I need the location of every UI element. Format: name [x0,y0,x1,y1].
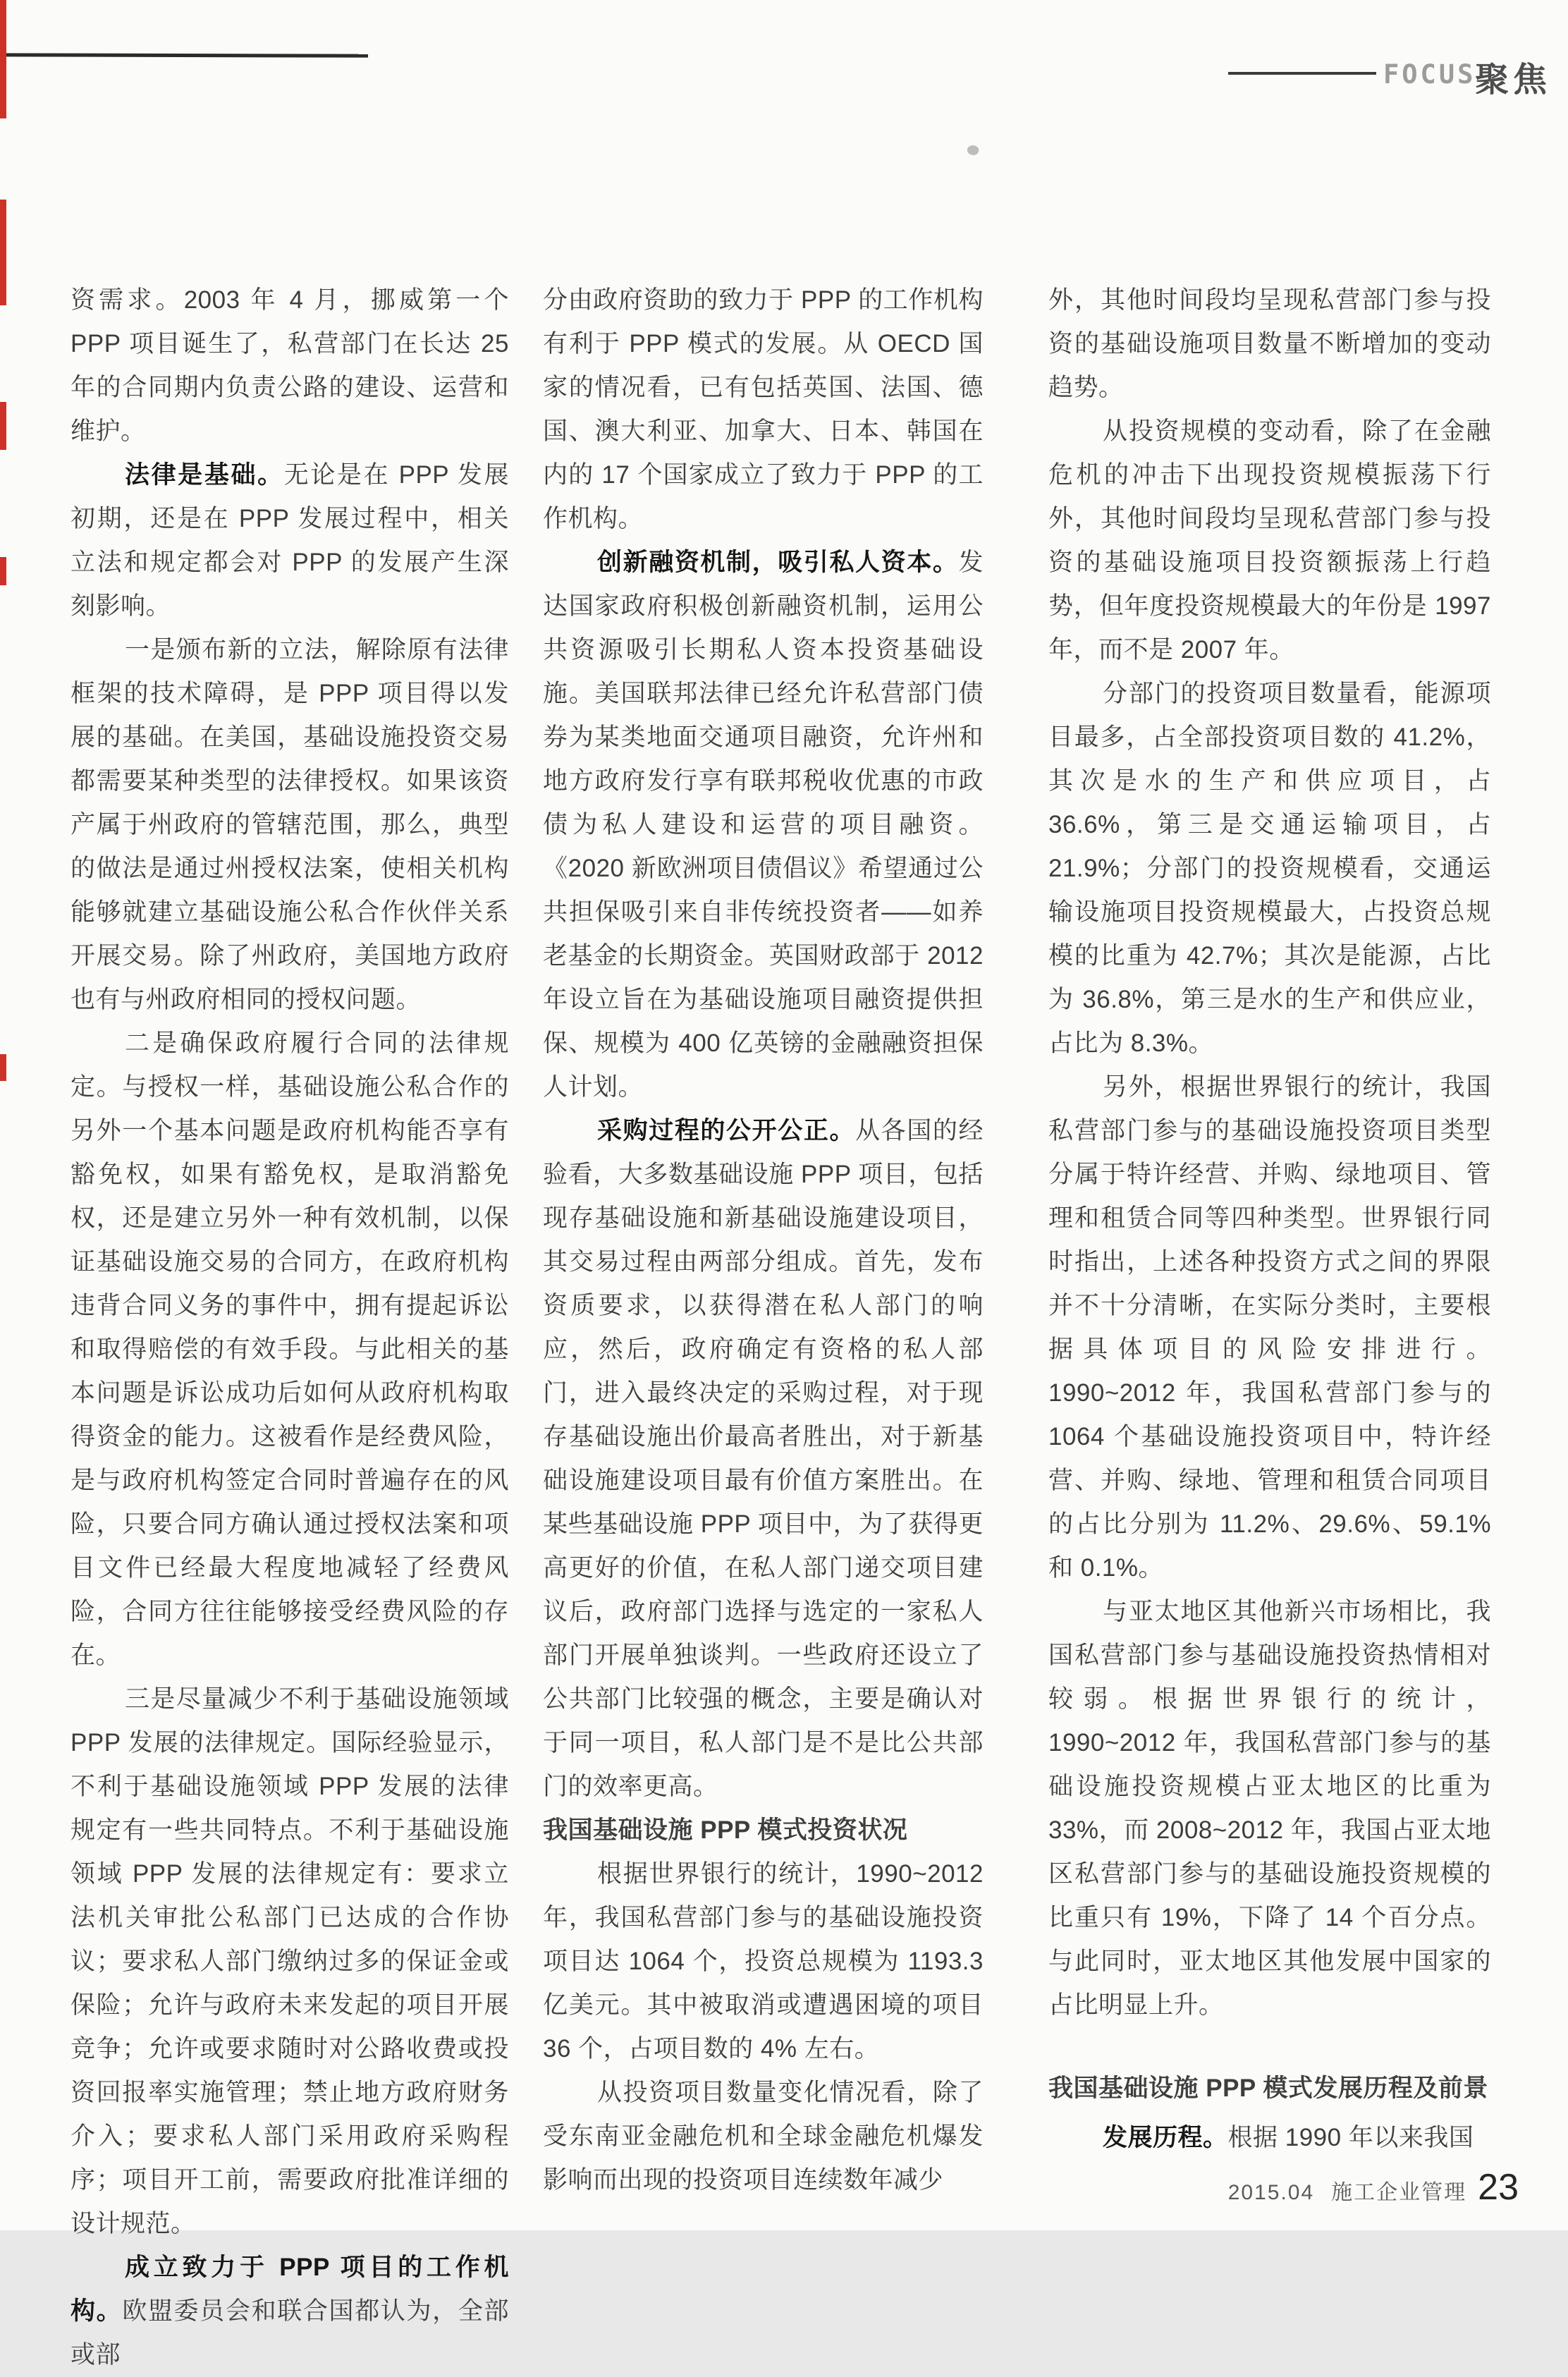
paragraph-bold-lead: 法律是基础。 [125,461,284,489]
footer-journal-name: 施工企业管理 [1331,2181,1467,2204]
paragraph [71,279,509,453]
paragraph-text: 从投资规模的变动看，除了在金融危机的冲击下出现投资规模振荡下行外，其他时间段均呈现私营部门参与投资的基础设施项目投资额振荡上行趋势，但年度投资规模最大的年份是 1997 年，而不是 2007 年。 [1048,417,1491,664]
paragraph-bold-lead: 成立致力于 PPP 项目的工作机构。 [71,2254,509,2325]
footer-issue: 2015.04 [1227,2181,1315,2204]
paragraph [543,279,984,541]
paragraph [1048,410,1491,672]
paragraph-text: 根据世界银行的统计，1990~2012 年，我国私营部门参与的基础设施投资项目达 1064 个，投资总规模为 1193.3 亿美元。其中被取消或遭遇困境的项目 36 个，占项目数的 4% 左右。 [543,1860,984,2063]
paragraph-text: 资需求。2003 年 4 月，挪威第一个 PPP 项目诞生了，私营部门在长达 25 年的合同期内负责公路的建设、运营和维护。 [71,286,509,445]
paragraph-bold-lead: 创新融资机制，吸引私人资本。 [597,549,959,576]
paragraph [71,453,509,628]
paragraph-text: 三是尽量减少不利于基础设施领域 PPP 发展的法律规定。国际经验显示，不利于基础设施领域 PPP 发展的法律规定有一些共同特点。不利于基础设施领域 PPP 发展的法律规定有：要求立法机关审批公私部门已达成的合作协议；要求私人部门缴纳过多的保证金或保险；允许与政府未来发起的项目开展竞争；允许或要求随时对公路收费或投资回报率实施管理；禁止地方政府财务介入；要求私人部门采用政府采购程序；项目开工前，需要政府批准详细的设计规范。 [71,1685,509,2237]
section-heading-development-history: 我国基础设施 PPP 模式发展历程及前景 [1048,2074,1488,2102]
paragraph [71,628,509,1022]
paragraph [1048,279,1491,410]
paragraph-bold-lead: 采购过程的公开公正。 [597,1117,856,1144]
paragraph [543,1109,984,1809]
paragraph-text: 另外，根据世界银行的统计，我国私营部门参与的基础设施投资项目类型分属于特许经营、并购、绿地项目、管理和租赁合同等四种类型。世界银行同时指出，上述各种投资方式之间的界限并不十分清晰，在实际分类时，主要根据具体项目的风险安排进行。1990~2012 年，我国私营部门参与的 1064 个基础设施投资项目中，特许经营、并购、绿地、管理和租赁合同项目的占比分别为 11.2%、29.6%、59.1% 和 0.1%。 [1048,1073,1491,1582]
paragraph-text: 外，其他时间段均呈现私营部门参与投资的基础设施项目数量不断增加的变动趋势。 [1048,286,1491,401]
paragraph-text: 从各国的经验看，大多数基础设施 PPP 项目，包括现存基础设施和新基础设施建设项目，其交易过程由两部分组成。首先，发布资质要求，以获得潜在私人部门的响应，然后，政府确定有资格的私人部门，进入最终决定的采购过程，对于现存基础设施出价最高者胜出，对于新基础设施建设项目最有价值方案胜出。在某些基础设施 PPP 项目中，为了获得更高更好的价值，在私人部门递交项目建议后，政府部门选择与选定的一家私人部门开展单独谈判。一些政府还设立了公共部门比较强的概念，主要是确认对于同一项目，私人部门是不是比公共部门的效率更高。 [543,1117,984,1800]
red-edge-mark [0,402,6,450]
header-focus-label: FOCUS [1383,59,1476,90]
paragraph [1048,1065,1491,1590]
paragraph-text: 分由政府资助的致力于 PPP 的工作机构有利于 PPP 模式的发展。从 OECD 国家的情况看，已有包括英国、法国、德国、澳大利亚、加拿大、日本、韩国在内的 17 个国家成立了致力于 PPP 的工作机构。 [543,286,984,532]
top-left-rule [0,53,368,57]
red-edge-mark [0,0,6,118]
red-edge-mark [0,557,6,585]
header-focus-label-zh: 聚焦 [1475,61,1552,99]
paragraph [71,2246,509,2377]
page-footer [1228,2166,1519,2208]
paragraph-text: 二是确保政府履行合同的法律规定。与授权一样，基础设施公私合作的另外一个基本问题是政府机构能否享有豁免权，如果有豁免权，是取消豁免权，还是建立另外一种有效机制，以保证基础设施交易的合同方，在政府机构违背合同义务的事件中，拥有提起诉讼和取得赔偿的有效手段。与此相关的基本问题是诉讼成功后如何从政府机构取得资金的能力。这被看作是经费风险，是与政府机构签定合同时普遍存在的风险，只要合同方确认通过授权法案和项目文件已经最大程度地减轻了经费风险，合同方往往能够接受经费风险的存在。 [71,1029,509,1669]
paragraph-text: 与亚太地区其他新兴市场相比，我国私营部门参与基础设施投资热情相对较弱。根据世界银行的统计，1990~2012 年，我国私营部门参与的基础设施投资规模占亚太地区的比重为 33%，而 2008~2012 年，我国占亚太地区私营部门参与的基础设施投资规模的比重只有 19%，下降了 14 个百分点。与此同时，亚太地区其他发展中国家的占比明显上升。 [1048,1598,1491,2019]
paragraph [71,1678,509,2246]
paragraph-text: 发达国家政府积极创新融资机制，运用公共资源吸引长期私人资本投资基础设施。美国联邦法律已经允许私营部门债券为某类地面交通项目融资，允许州和地方政府发行享有联邦税收优惠的市政债为私人建设和运营的项目融资。《2020 新欧洲项目债倡议》希望通过公共担保吸引来自非传统投资者——如养老基金的长期资金。英国财政部于 2012 年设立旨在为基础设施项目融资提供担保、规模为 400 亿英镑的金融融资担保人计划。 [543,549,984,1101]
paragraph-text: 根据 1990 年以来我国 [1227,2124,1474,2151]
text-column-3 [1048,279,1491,2160]
red-edge-mark [0,1054,6,1081]
paragraph [543,1852,984,2071]
paragraph [1048,2116,1491,2160]
paragraph-text: 无论是在 PPP 发展初期，还是在 PPP 发展过程中，相关立法和规定都会对 PPP 的发展产生深刻影响。 [71,461,509,620]
red-edge-mark [0,200,6,305]
footer-page-number: 23 [1478,2167,1519,2208]
header-rule [1228,72,1376,75]
text-column-2 [543,279,984,2202]
paragraph [71,1022,509,1678]
text-column-1 [71,279,509,2377]
paragraph [543,2071,984,2202]
paragraph-text: 从投资项目数量变化情况看，除了受东南亚金融危机和全球金融危机爆发影响而出现的投资项目连续数年减少 [543,2079,984,2194]
section-heading-investment-status: 我国基础设施 PPP 模式投资状况 [543,1816,908,1844]
paragraph-bold-lead: 发展历程。 [1103,2124,1228,2151]
paragraph [1048,1590,1491,2027]
paragraph [543,541,984,1109]
scan-speck [966,143,980,157]
paragraph-text: 一是颁布新的立法，解除原有法律框架的技术障碍，是 PPP 项目得以发展的基础。在美国，基础设施投资交易都需要某种类型的法律授权。如果该资产属于州政府的管辖范围，那么，典型的做法是通过州授权法案，使相关机构能够就建立基础设施公私合作伙伴关系开展交易。除了州政府，美国地方政府也有与州政府相同的授权问题。 [71,636,509,1013]
paragraph-text: 欧盟委员会和联合国都认为，全部或部 [71,2297,509,2369]
paragraph [1048,672,1491,1065]
paragraph-text: 分部门的投资项目数量看，能源项目最多，占全部投资项目数的 41.2%，其次是水的生产和供应项目，占 36.6%，第三是交通运输项目，占 21.9%；分部门的投资规模看，交通运输设施项目投资规模最大，占投资总规模的比重为 42.7%；其次是能源，占比为 36.8%，第三是水的生产和供应业，占比为 8.3%。 [1048,680,1491,1057]
